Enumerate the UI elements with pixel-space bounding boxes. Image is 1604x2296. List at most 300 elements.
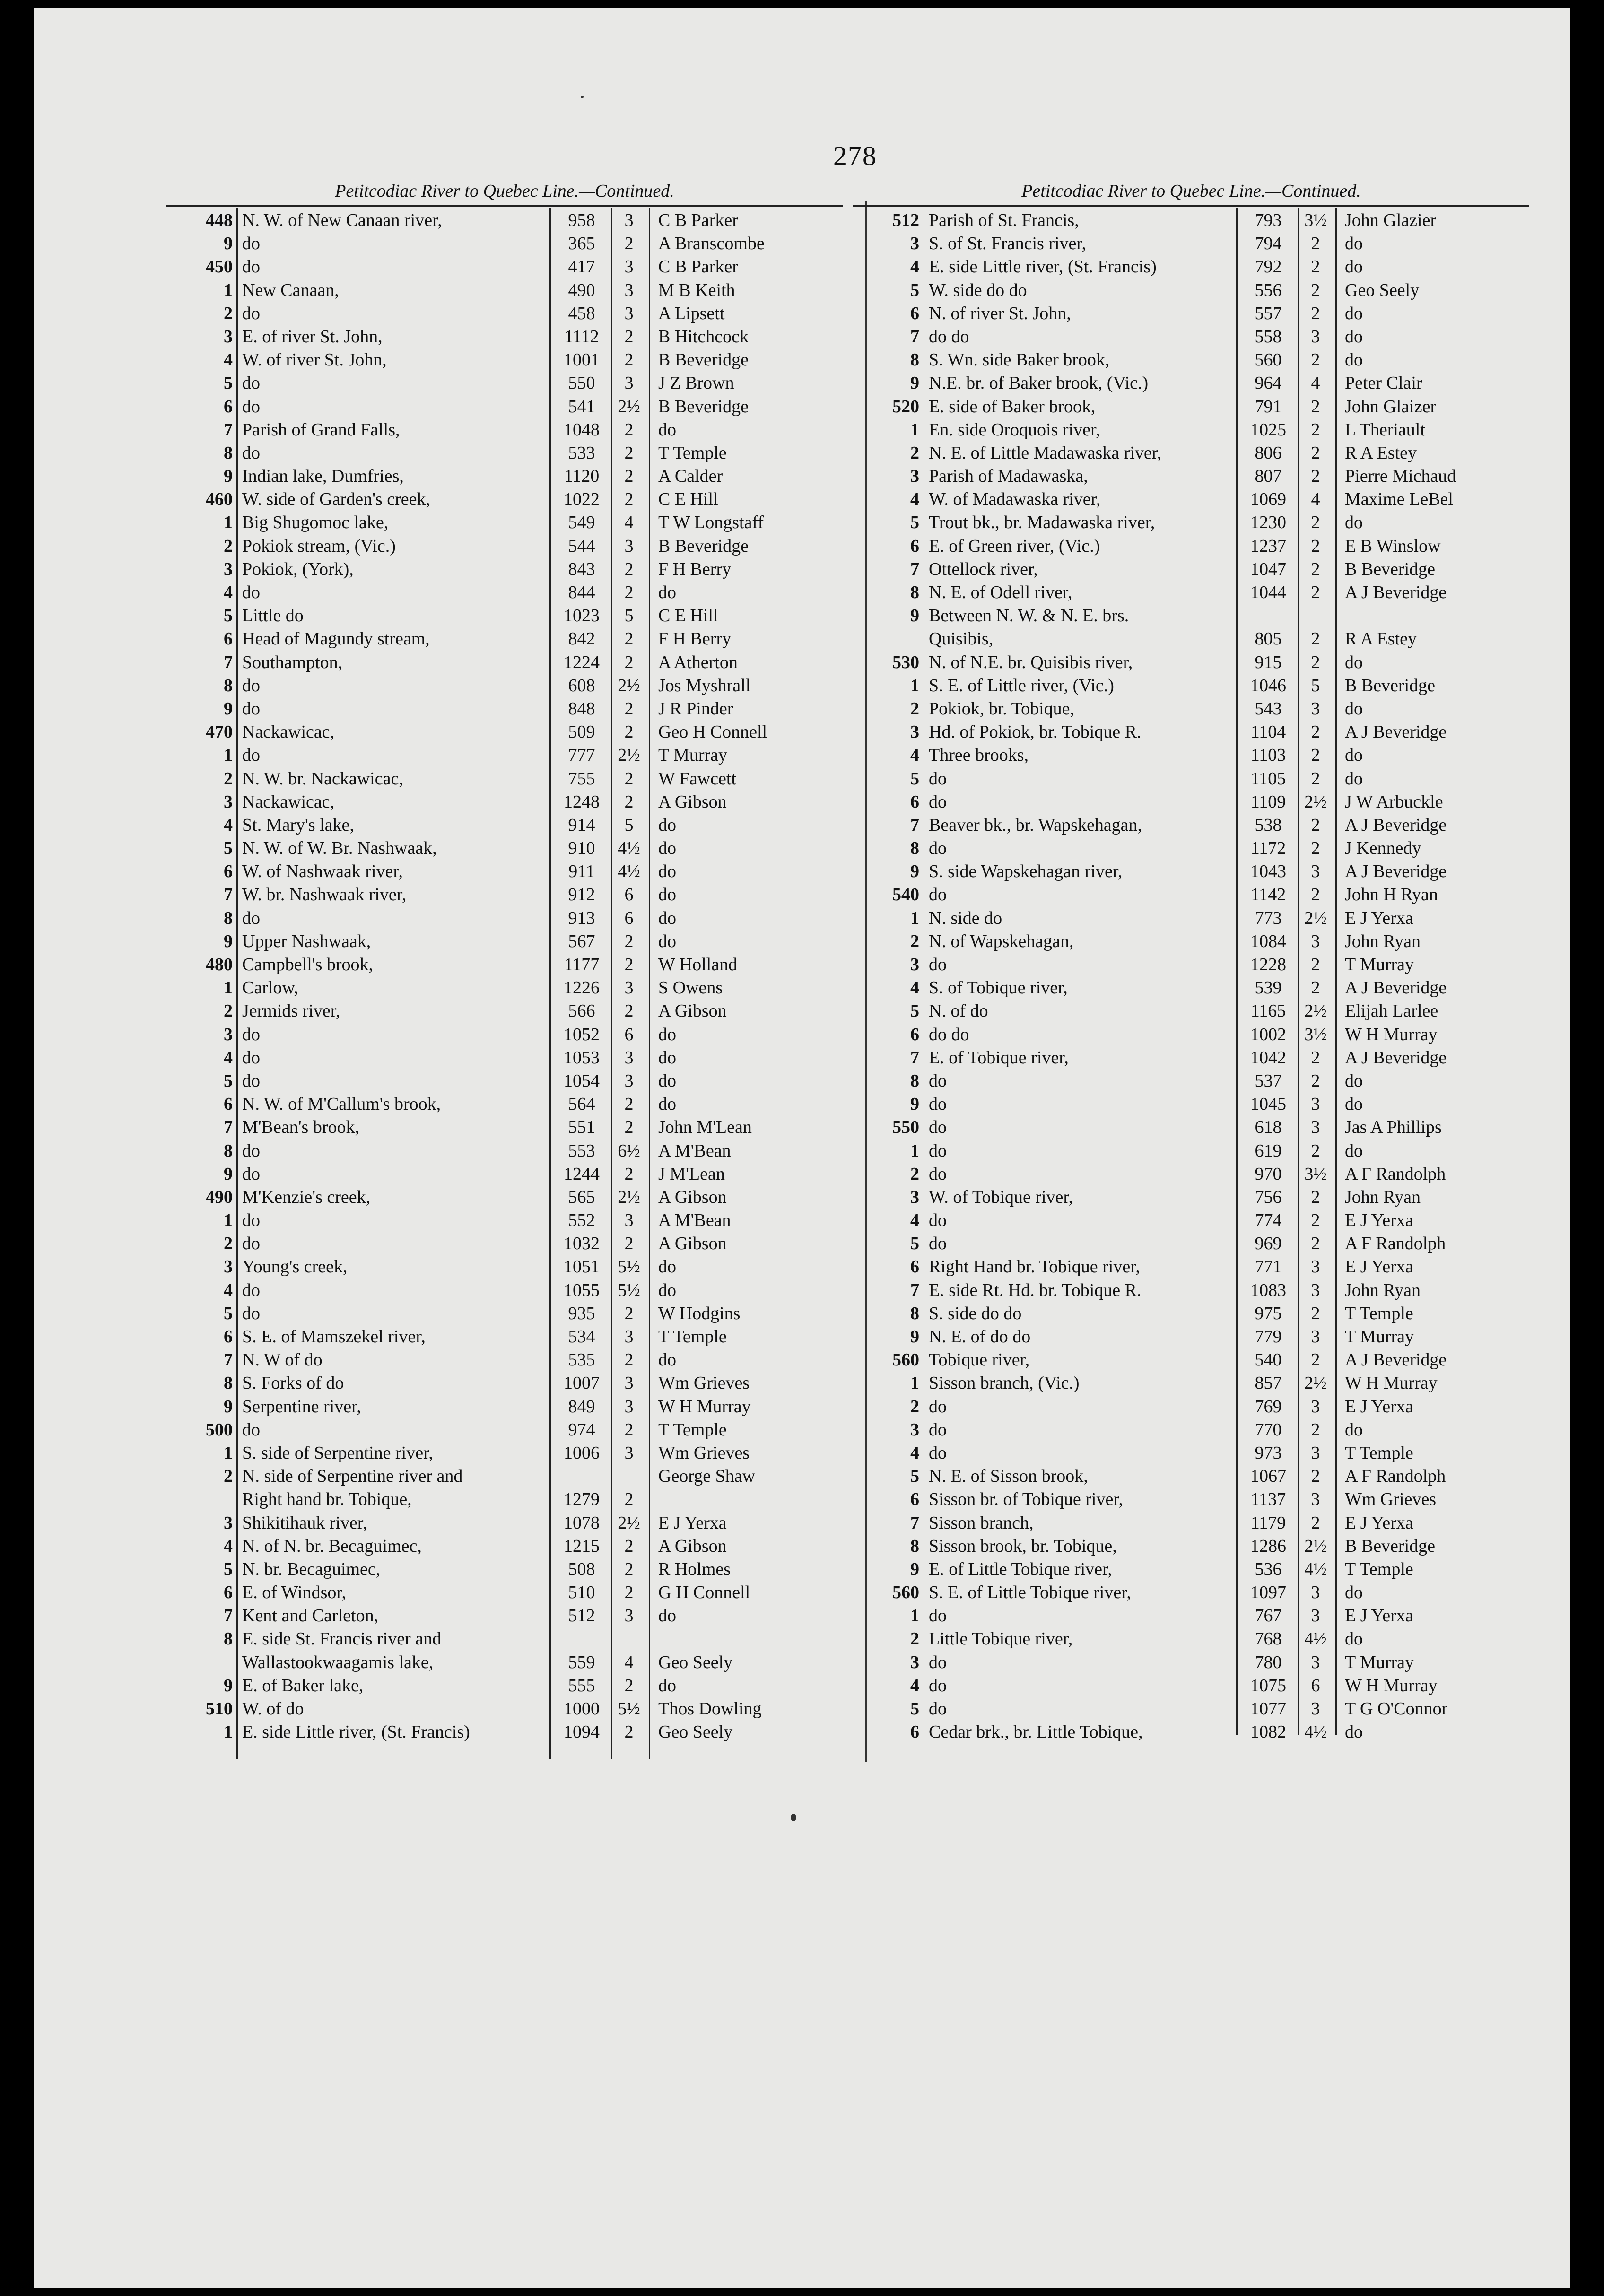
- lot-cell: 555: [568, 1675, 595, 1696]
- name-cell: do: [658, 838, 676, 859]
- place-cell: Indian lake, Dumfries,: [242, 466, 404, 487]
- table-row: [853, 1512, 1529, 1535]
- table-row: [853, 674, 1529, 697]
- name-cell: do: [1345, 1070, 1363, 1091]
- name-cell: do: [658, 1280, 676, 1300]
- name-cell: A Gibson: [658, 1187, 727, 1207]
- lot-cell: 566: [568, 1001, 595, 1021]
- place-cell: E. of Baker lake,: [242, 1675, 364, 1696]
- lot-cell: 771: [1255, 1257, 1282, 1277]
- name-cell: John Ryan: [1345, 1280, 1421, 1300]
- acres-cell: 2: [1311, 745, 1320, 765]
- place-cell: N. br. Becaguimec,: [242, 1559, 381, 1579]
- lot-cell: 806: [1255, 443, 1282, 463]
- place-cell: M'Kenzie's creek,: [242, 1187, 371, 1207]
- acres-cell: 2: [624, 629, 634, 649]
- table-row: [853, 232, 1529, 255]
- lot-cell: 1082: [1250, 1722, 1286, 1742]
- lot-cell: 1046: [1250, 675, 1286, 696]
- acres-cell: 2: [624, 1419, 634, 1440]
- acres-cell: 3: [1311, 1257, 1320, 1277]
- place-cell: S. E. of Little Tobique river,: [929, 1583, 1131, 1603]
- table-row: [853, 1255, 1529, 1278]
- table-row: [166, 1558, 843, 1581]
- lot-number: 4: [224, 583, 233, 602]
- acres-cell: 3: [1311, 1094, 1320, 1114]
- lot-cell: 1084: [1250, 931, 1286, 951]
- table-row: [166, 1186, 843, 1209]
- name-cell: John H Ryan: [1345, 885, 1438, 905]
- name-cell: T Temple: [658, 443, 727, 463]
- table-row: [853, 1023, 1529, 1046]
- name-cell: B Beveridge: [1345, 675, 1436, 696]
- place-cell: do: [242, 1070, 260, 1091]
- lot-number: 9: [224, 466, 233, 487]
- table-row: [853, 1163, 1529, 1186]
- name-cell: Wm Grieves: [658, 1373, 750, 1393]
- acres-cell: 4½: [618, 861, 640, 882]
- lot-cell: 1048: [564, 419, 600, 440]
- name-cell: do: [658, 1024, 676, 1044]
- acres-cell: 3: [624, 280, 634, 300]
- lot-number: 3: [224, 326, 233, 347]
- acres-cell: 3: [1311, 931, 1320, 951]
- table-row: [166, 1070, 843, 1093]
- lot-cell: 964: [1255, 373, 1282, 393]
- place-cell: do: [929, 1675, 947, 1696]
- lot-cell: 551: [568, 1117, 595, 1138]
- lot-cell: 537: [1255, 1070, 1282, 1091]
- lot-number: 9: [910, 606, 919, 626]
- name-cell: J Z Brown: [658, 373, 734, 393]
- table-row: [166, 930, 843, 953]
- acres-cell: 2: [624, 234, 634, 254]
- acres-cell: 3: [1311, 1117, 1320, 1138]
- table-row: [853, 1395, 1529, 1418]
- place-cell: E. of Little Tobique river,: [929, 1559, 1112, 1579]
- name-cell: W Holland: [658, 955, 738, 974]
- name-cell: do: [1345, 234, 1363, 254]
- lot-cell: 1043: [1250, 861, 1286, 882]
- place-cell: N. W. of New Canaan river,: [242, 210, 442, 230]
- lot-number: 3: [910, 1419, 919, 1440]
- lot-number: 4: [224, 1280, 233, 1300]
- table-row: [166, 1604, 843, 1627]
- lot-number: 6: [910, 791, 919, 812]
- place-cell: N. W. of M'Callum's brook,: [242, 1094, 441, 1114]
- lot-cell: 793: [1255, 210, 1282, 230]
- lot-cell: 564: [568, 1094, 595, 1114]
- lot-cell: 857: [1255, 1373, 1282, 1393]
- acres-cell: 2: [1311, 280, 1320, 300]
- lot-cell: 1025: [1250, 419, 1286, 440]
- lot-cell: 534: [568, 1327, 595, 1347]
- acres-cell: 4: [624, 1652, 634, 1672]
- lot-number: 6: [910, 303, 919, 323]
- acres-cell: 4½: [1304, 1722, 1327, 1742]
- name-cell: E B Winslow: [1345, 536, 1441, 556]
- acres-cell: 3: [1311, 1583, 1320, 1603]
- name-cell: A M'Bean: [658, 1140, 731, 1161]
- name-cell: F H Berry: [658, 559, 732, 579]
- name-cell: E J Yerxa: [1345, 1257, 1413, 1277]
- table-row: [853, 488, 1529, 511]
- lot-number: 6: [224, 1583, 233, 1603]
- table-row: [166, 511, 843, 534]
- place-cell: E. side Rt. Hd. br. Tobique R.: [929, 1280, 1142, 1300]
- name-cell: J Kennedy: [1345, 838, 1421, 859]
- lot-cell: 553: [568, 1140, 595, 1161]
- lot-number: 560: [892, 1583, 919, 1603]
- acres-cell: 5: [624, 606, 634, 626]
- lot-cell: 805: [1255, 629, 1282, 649]
- place-cell: do: [242, 1140, 260, 1161]
- name-cell: E J Yerxa: [658, 1513, 727, 1533]
- table-row: [853, 930, 1529, 953]
- table-row: [853, 697, 1529, 721]
- table-row: [853, 465, 1529, 488]
- lot-cell: 1137: [1250, 1489, 1286, 1510]
- name-cell: do: [658, 861, 676, 882]
- lot-number: 9: [224, 1164, 233, 1184]
- table-row: [166, 442, 843, 465]
- lot-number: 5: [224, 1070, 233, 1091]
- acres-cell: 3: [624, 1443, 634, 1463]
- lot-cell: 755: [568, 768, 595, 789]
- name-cell: Wm Grieves: [658, 1443, 750, 1463]
- table-row: [853, 721, 1529, 744]
- lot-number: 9: [224, 234, 233, 254]
- lot-number: 9: [910, 1094, 919, 1114]
- lot-number: 450: [206, 257, 233, 277]
- lot-cell: 1000: [564, 1699, 600, 1719]
- acres-cell: 2: [624, 1489, 634, 1510]
- table-row: [853, 1604, 1529, 1627]
- lot-cell: 975: [1255, 1303, 1282, 1323]
- place-cell: Nackawicac,: [242, 791, 335, 812]
- table-row: [166, 1721, 843, 1744]
- lot-cell: 1248: [564, 791, 600, 812]
- table-row: [166, 465, 843, 488]
- acres-cell: 2: [624, 559, 634, 579]
- name-cell: do: [1345, 1419, 1363, 1440]
- left-header-rule: [166, 205, 843, 207]
- name-cell: A Gibson: [658, 1001, 727, 1021]
- lot-number: 4: [910, 1210, 919, 1231]
- place-cell: do: [929, 1070, 947, 1091]
- acres-cell: 2: [624, 1675, 634, 1696]
- place-cell: do: [242, 745, 260, 765]
- acres-cell: 2½: [618, 745, 640, 765]
- acres-cell: 2: [624, 1164, 634, 1184]
- acres-cell: 2: [1311, 559, 1320, 579]
- acres-cell: 2: [624, 466, 634, 487]
- lot-number: 9: [910, 373, 919, 393]
- place-cell: do: [242, 1419, 260, 1440]
- place-cell: N. side do: [929, 908, 1002, 928]
- acres-cell: 3: [624, 210, 634, 230]
- acres-cell: 2: [624, 1536, 634, 1556]
- lot-cell: 1097: [1250, 1583, 1286, 1603]
- place-cell: New Canaan,: [242, 280, 339, 300]
- lot-number: 5: [224, 1303, 233, 1323]
- name-cell: Geo Seely: [1345, 280, 1420, 300]
- table-row: [853, 418, 1529, 442]
- lot-cell: 915: [1255, 652, 1282, 672]
- lot-number: 8: [910, 838, 919, 859]
- table-row: [853, 604, 1529, 627]
- place-cell: St. Mary's lake,: [242, 815, 354, 835]
- acres-cell: 2: [624, 1303, 634, 1323]
- lot-number: 4: [224, 815, 233, 835]
- lot-cell: 767: [1255, 1606, 1282, 1626]
- table-row: [166, 418, 843, 442]
- acres-cell: 2: [1311, 1419, 1320, 1440]
- acres-cell: 3: [624, 373, 634, 393]
- place-cell: W. of Nashwaak river,: [242, 861, 403, 882]
- name-cell: do: [658, 1094, 676, 1114]
- lot-cell: 541: [568, 396, 595, 417]
- lot-number: 2: [910, 698, 919, 719]
- name-cell: do: [658, 1350, 676, 1370]
- name-cell: A Gibson: [658, 1536, 727, 1556]
- page-number: 278: [833, 140, 877, 171]
- lot-cell: 1172: [1250, 838, 1286, 859]
- lot-number: 5: [910, 1001, 919, 1021]
- lot-number: 7: [224, 1117, 233, 1138]
- lot-number: 7: [224, 1350, 233, 1370]
- place-cell: Sisson br. of Tobique river,: [929, 1489, 1123, 1510]
- acres-cell: 2½: [1304, 1373, 1327, 1393]
- lot-number: 1: [224, 280, 233, 300]
- lot-number: 4: [224, 1536, 233, 1556]
- name-cell: M B Keith: [658, 280, 735, 300]
- table-row: [853, 1581, 1529, 1604]
- table-row: [166, 1372, 843, 1395]
- name-cell: do: [1345, 350, 1363, 370]
- place-cell: Tobique river,: [929, 1350, 1030, 1370]
- acres-cell: 2: [1311, 815, 1320, 835]
- lot-number: 4: [910, 978, 919, 998]
- lot-cell: 1237: [1250, 536, 1286, 556]
- table-row: [166, 814, 843, 837]
- table-row: [853, 1535, 1529, 1558]
- lot-number: 3: [224, 559, 233, 579]
- name-cell: T Temple: [1345, 1303, 1413, 1323]
- lot-number: 5: [224, 606, 233, 626]
- lot-number: 7: [910, 1047, 919, 1068]
- acres-cell: 2: [624, 1001, 634, 1021]
- table-row: [166, 488, 843, 511]
- lot-number: 2: [224, 303, 233, 323]
- right-header-rule: [853, 205, 1529, 207]
- name-cell: A J Beveridge: [1345, 1350, 1447, 1370]
- table-row: [166, 976, 843, 1000]
- name-cell: A J Beveridge: [1345, 815, 1447, 835]
- lot-cell: 1042: [1250, 1047, 1286, 1068]
- table-row: [853, 1465, 1529, 1488]
- name-cell: do: [1345, 1094, 1363, 1114]
- acres-cell: 6½: [618, 1140, 640, 1161]
- lot-number: 3: [910, 1187, 919, 1207]
- acres-cell: 2: [1311, 303, 1320, 323]
- name-cell: do: [658, 1606, 676, 1626]
- lot-number: 5: [910, 1466, 919, 1487]
- right-column-header: Petitcodiac River to Quebec Line.—Continued.: [1021, 181, 1361, 201]
- place-cell: Pokiok, (York),: [242, 559, 354, 579]
- place-cell: do: [929, 1699, 947, 1719]
- lot-cell: 769: [1255, 1396, 1282, 1417]
- left-table-body: [166, 209, 843, 1744]
- name-cell: Maxime LeBel: [1345, 489, 1453, 510]
- table-row: [853, 883, 1529, 906]
- acres-cell: 6: [1311, 1675, 1320, 1696]
- acres-cell: 5½: [618, 1699, 640, 1719]
- lot-number: 2: [224, 1234, 233, 1254]
- lot-cell: 512: [568, 1606, 595, 1626]
- lot-cell: 844: [568, 583, 595, 602]
- lot-number: 7: [910, 1280, 919, 1300]
- lot-cell: 1105: [1250, 768, 1286, 789]
- name-cell: do: [658, 931, 676, 951]
- table-row: [853, 1000, 1529, 1023]
- table-row: [166, 255, 843, 278]
- table-row: [853, 791, 1529, 814]
- name-cell: George Shaw: [658, 1466, 756, 1487]
- lot-number: 3: [910, 1652, 919, 1672]
- table-row: [166, 883, 843, 906]
- acres-cell: 2: [1311, 1466, 1320, 1487]
- name-cell: W Fawcett: [658, 768, 736, 789]
- lot-number: 2: [224, 1466, 233, 1487]
- table-row: [166, 907, 843, 930]
- name-cell: do: [1345, 1722, 1363, 1742]
- acres-cell: 2: [624, 955, 634, 974]
- name-cell: do: [1345, 1140, 1363, 1161]
- place-cell: S. E. of Little river, (Vic.): [929, 675, 1114, 696]
- name-cell: do: [658, 1675, 676, 1696]
- lot-number: 3: [910, 234, 919, 254]
- table-row: [166, 1046, 843, 1070]
- table-row: [166, 325, 843, 348]
- lot-cell: 543: [1255, 698, 1282, 719]
- place-cell: do: [242, 443, 260, 463]
- table-row: [853, 1325, 1529, 1348]
- place-cell: S. Wn. side Baker brook,: [929, 350, 1110, 370]
- name-cell: do: [1345, 652, 1363, 672]
- name-cell: T Murray: [1345, 955, 1414, 974]
- place-cell: do: [242, 257, 260, 277]
- table-row: [853, 1232, 1529, 1255]
- place-cell: Head of Magundy stream,: [242, 629, 430, 649]
- name-cell: do: [1345, 745, 1363, 765]
- place-cell: S. side Wapskehagan river,: [929, 861, 1123, 882]
- place-cell: do: [242, 583, 260, 602]
- name-cell: G H Connell: [658, 1583, 750, 1603]
- table-row: [166, 535, 843, 558]
- lot-cell: 608: [568, 675, 595, 696]
- place-cell: E. of Tobique river,: [929, 1047, 1069, 1068]
- lot-cell: 1067: [1250, 1466, 1286, 1487]
- lot-cell: 1083: [1250, 1280, 1286, 1300]
- lot-number: 1: [910, 908, 919, 928]
- lot-number: 3: [910, 955, 919, 974]
- acres-cell: 5½: [618, 1280, 640, 1300]
- name-cell: Pierre Michaud: [1345, 466, 1456, 487]
- lot-number: 2: [910, 1629, 919, 1649]
- place-cell: Little Tobique river,: [929, 1629, 1073, 1649]
- acres-cell: 3: [624, 978, 634, 998]
- name-cell: R Holmes: [658, 1559, 731, 1579]
- table-row: [166, 1651, 843, 1674]
- lot-number: 2: [224, 536, 233, 556]
- name-cell: R A Estey: [1345, 443, 1417, 463]
- place-cell: Hd. of Pokiok, br. Tobique R.: [929, 722, 1142, 742]
- place-cell: do: [242, 1047, 260, 1068]
- place-cell: do: [929, 955, 947, 974]
- acres-cell: 3: [1311, 1652, 1320, 1672]
- lot-number: 1: [224, 978, 233, 998]
- place-cell: E. of river St. John,: [242, 326, 383, 347]
- lot-number: 6: [224, 1327, 233, 1347]
- table-row: [853, 976, 1529, 1000]
- lot-cell: 509: [568, 722, 595, 742]
- lot-cell: 1228: [1250, 955, 1286, 974]
- lot-number: 470: [206, 722, 233, 742]
- lot-number: 7: [910, 815, 919, 835]
- acres-cell: 6: [624, 908, 634, 928]
- table-row: [166, 953, 843, 976]
- lot-number: 460: [206, 489, 233, 510]
- table-row: [853, 627, 1529, 651]
- lot-number: 3: [224, 791, 233, 812]
- place-cell: Carlow,: [242, 978, 298, 998]
- acres-cell: 2½: [1304, 1536, 1327, 1556]
- acres-cell: 2½: [1304, 791, 1327, 812]
- table-row: [166, 651, 843, 674]
- lot-number: 5: [910, 1699, 919, 1719]
- lot-cell: 1032: [564, 1234, 600, 1254]
- lot-cell: 458: [568, 303, 595, 323]
- lot-number: 9: [224, 698, 233, 719]
- table-row: [166, 1488, 843, 1511]
- acres-cell: 2: [1311, 350, 1320, 370]
- lot-cell: 807: [1255, 466, 1282, 487]
- table-row: [166, 1023, 843, 1046]
- table-row: [166, 1255, 843, 1278]
- place-cell: Right Hand br. Tobique river,: [929, 1257, 1140, 1277]
- place-cell: N. E. of Sisson brook,: [929, 1466, 1088, 1487]
- lot-number: 6: [910, 1024, 919, 1044]
- table-row: [166, 1116, 843, 1139]
- place-cell: Serpentine river,: [242, 1396, 361, 1417]
- table-row: [166, 1325, 843, 1348]
- lot-cell: 1045: [1250, 1094, 1286, 1114]
- table-row: [853, 325, 1529, 348]
- place-cell: Sisson brook, br. Tobique,: [929, 1536, 1117, 1556]
- lot-number: 4: [910, 489, 919, 510]
- name-cell: J W Arbuckle: [1345, 791, 1443, 812]
- acres-cell: 3: [624, 1606, 634, 1626]
- place-cell: do: [929, 768, 947, 789]
- table-row: [166, 232, 843, 255]
- name-cell: do: [658, 1047, 676, 1068]
- acres-cell: 2½: [618, 1187, 640, 1207]
- place-cell: Wallastookwaagamis lake,: [242, 1652, 434, 1672]
- lot-cell: 533: [568, 443, 595, 463]
- place-cell: En. side Oroquois river,: [929, 419, 1100, 440]
- acres-cell: 3: [1311, 1443, 1320, 1463]
